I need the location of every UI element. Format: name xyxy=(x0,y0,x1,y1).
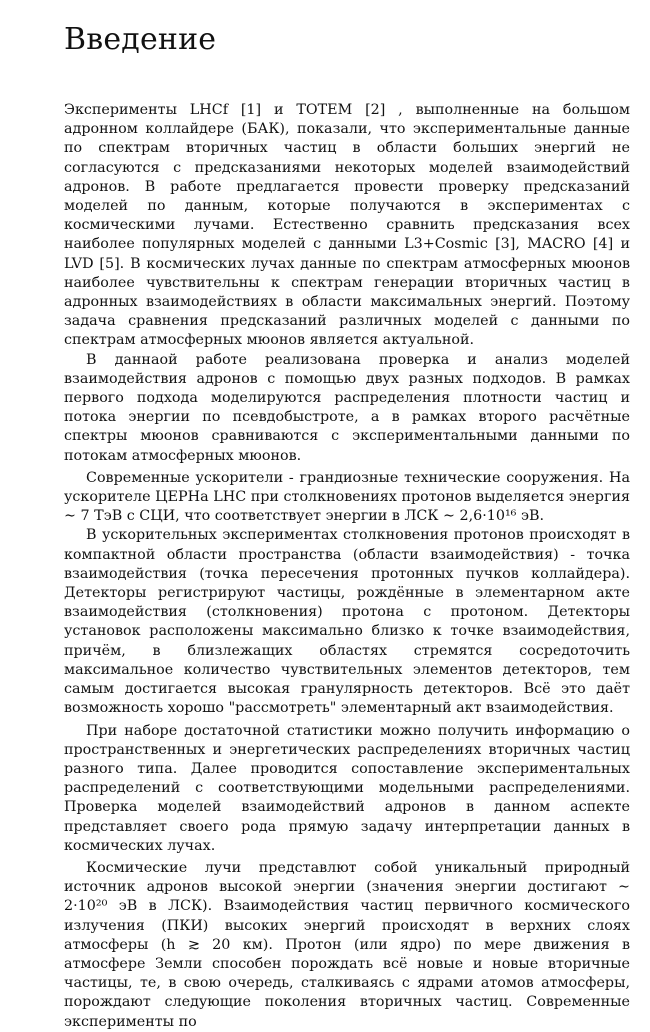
paragraph-6: Космические лучи представлют собой уникальный природный источник адронов высокой энергии (значения энергии достигают ∼ 2·10²⁰ эВ в ЛСК). Взаимодействия частиц первичного космического излучения (ПКИ) высоких энергий происходят в верхних слоях атмосферы (h ≳ 20 км). Протон (или ядро) по мере движения в атмосфере Земли способен порождать всё новые и новые вторичные частицы, те, в свою очередь, сталкиваясь с ядрами атомов атмосферы, порождают следующие поколения вторичных частиц. Современные эксперименты по xyxy=(64,859,630,1030)
paragraph-5: При наборе достаточной статистики можно получить информацию о пространственных и энергетических распределениях вторичных частиц разного типа. Далее проводится сопоставление экспериментальных распределений с соответствующими модельными распределениями. Проверка моделей взаимодействий адронов в данном аспекте представляет своего рода прямую задачу интерпретации данных в космических лучах. xyxy=(64,722,630,854)
paragraph-3: Современные ускорители - грандиозные технические сооружения. На ускорителе ЦЕРНа LHC при столкновениях протонов выделяется энергия ∼ 7 ТэВ с СЦИ, что соответствует энергии в ЛСК ∼ 2,6·10¹⁶ эВ. xyxy=(64,469,630,525)
paragraph-4: В ускорительных экспериментах столкновения протонов происходят в компактной области пространства (области взаимодействия) - точка взаимодействия (точка пересечения протонных пучков коллайдера). Детекторы регистрируют частицы, рождённые в элементарном акте взаимодействия (столкновения) протона с протоном. Детекторы установок расположены максимально близко к точке взаимодействия, причём, в близлежащих областях стремятся сосредоточить максимальное количество чувствительных элементов детекторов, тем самым достигается высокая гранулярность детекторов. Всё это даёт возможность хорошо "рассмотреть" элементарный акт взаимодействия. xyxy=(64,527,630,717)
document-body xyxy=(64,101,630,1032)
page-title: Введение xyxy=(64,22,217,57)
paragraph-2: В даннаой работе реализована проверка и анализ моделей взаимодействия адронов с помощью двух разных подходов. В рамках первого подхода моделируются распределения плотности частиц и потока энергии по псевдобыстроте, а в рамках второго расчётные спектры мюонов сравниваются с экспериментальными данными по потокам атмосферных мюонов. xyxy=(64,351,630,464)
paragraph-1: Эксперименты LHCf [1] и TOTEM [2] , выполненные на большом адронном коллайдере (БАК), показали, что экспериментальные данные по спектрам вторичных частиц в области больших энергий не согласуются с предсказаниями некоторых моделей взаимодействий адронов. В работе предлагается провести проверку предсказаний моделей по данным, которые получаются в экспериментах с космическими лучами. Естественно сравнить предсказания всех наиболее популярных моделей с данными L3+Cosmic [3], MACRO [4] и LVD [5]. В космических лучах данные по спектрам атмосферных мюонов наиболее чувствительны к спектрам генерации вторичных частиц в адронных взаимодействиях в области максимальных энергий. Поэтому задача сравнения предсказаний различных моделей с данными по спектрам атмосферных мюонов является актуальной. xyxy=(64,102,630,349)
